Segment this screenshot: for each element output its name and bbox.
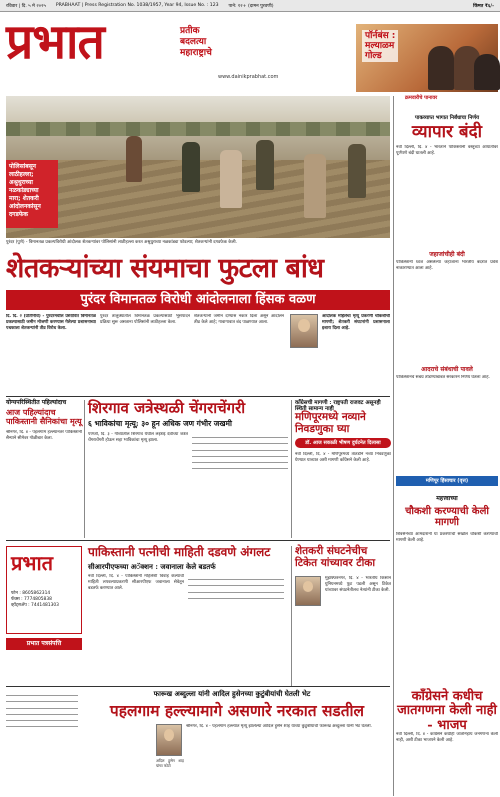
relations-story <box>396 375 498 455</box>
manipur-pill: डॉ. आज सकाळी भीषण दुर्घटनेत दिलासा <box>295 438 391 448</box>
story-text: नवी दिल्ली, दि. ४ - पाकिस्तानी महिलेशी विवाह केल्याची माहिती लपवल्याप्रकरणी सीआरपीएफ जवानाला सेवेतून बडतर्फ करण्यात आले. <box>88 574 184 592</box>
promo-figure <box>474 54 500 90</box>
story-text: नवी दिल्ली, दि. ४ - काँग्रेसने कधीही जातनिहाय जनगणना केली नाही, अशी टीका भाजपने केली आहे. <box>396 732 498 744</box>
story-text: श्रीनगर, दि. ४ - पहलगाम हल्ल्यानंतर पाकिस्तानी सैन्याने सीमेवर गोळीबार केला. <box>6 430 82 442</box>
story-text: नवी दिल्ली, दि. ४ - मणिपूरमध्ये तातडीने नव्या निवडणुका घेण्यात याव्यात अशी मागणी काँग्रेसने केली आहे. <box>295 452 391 464</box>
caption-text: अदिल हुसेन शाह यांचा फोटो <box>156 758 184 768</box>
photo-figure <box>348 144 366 198</box>
pak-headline[interactable]: आज पहिल्यांदाच पाकिस्तानी सैनिकांचा मृत्यू <box>6 407 82 426</box>
promo-title-line: मल्याळम <box>365 41 395 51</box>
tagline <box>180 26 250 59</box>
story-text: मुझफ्फरनगर, दि. ४ - भारतीय किसान युनियनमध्ये फूट पडली असून टिकेत यांच्यावर संघटनेतीलच नेत्यांनी टीका केली. <box>325 576 391 594</box>
photo-caption: पुरंदर (पुणे) - विमानतळ प्रकल्पविरोधी आंदोलक शेतकऱ्यांवर पोलिसांनी लाठीहल्ला करत अश्रुधुराच्या नळकांड्या फोडल्या; शेतकऱ्यांनी दगडफेक केली. <box>6 240 237 245</box>
lead-photo <box>6 96 390 238</box>
trade-story <box>396 145 498 245</box>
tagline-line: प्रतीक <box>180 26 200 36</box>
adil-portrait <box>156 724 182 756</box>
press-registration: PRABHAAT | Press Registration No. 1038/1957, Year 94, Issue No. : 123 <box>55 3 219 8</box>
cr-story-col-2 <box>188 574 284 684</box>
section-divider <box>6 540 390 541</box>
manipur-kicker: काँग्रेसची मागणी : राष्ट्रपती राजवट असूनही स्थिती सामान्य नाही <box>295 400 381 413</box>
cr-headline[interactable]: पाकिस्तानी पत्नीची माहिती दडवणे अंगलट <box>88 545 271 559</box>
promo-title <box>362 30 398 62</box>
ad-fax: फॅक्स : 7774805838 <box>11 597 52 602</box>
callout-line: नळकांड्याच्या <box>9 187 39 194</box>
pahalgam-kicker: फारूख अब्दुल्ला यांनी आदिल हुसेनच्या कुटुंबीयांची घेतली भेट <box>153 690 311 698</box>
section-divider <box>6 396 390 397</box>
callout-line: मारा; शेतकरी <box>9 195 39 202</box>
probe-story <box>396 532 498 632</box>
story-text: शेतकऱ्यांनी जमीन देण्यास नकार दिला असून आंदोलन तीव्र केले आहे; गावागावात बंद पाळण्यात आला. <box>194 314 284 326</box>
lead-subheadline: पुरंदर विमानतळ विरोधी आंदोलनाला हिंसक वळण <box>6 290 390 310</box>
story-text: आंदोलक महिलेचा मृत्यू प्रकरणी चौकशीची मागणी; शेतकरी संघटनांनी प्रशासनाला इशारा दिला आहे. <box>322 314 390 332</box>
cr-subhead: सीआरपीएफच्या अॅक्शन : जवानाला केले बडतर्फ <box>88 562 216 571</box>
stampede-story-col-2 <box>192 432 288 536</box>
ad-title: प्रभात पत्रसंपत्ति <box>6 638 82 650</box>
lead-story-col-2 <box>100 314 190 394</box>
pahalgam-story <box>186 724 386 792</box>
ships-subhead: जहाजांचीही बंदी <box>429 251 465 258</box>
story-text: पाकिस्तानचे संबंध तोडण्याबाबत सरकारने निर्णय घेतला आहे. <box>396 375 490 380</box>
trade-headline[interactable]: व्यापार बंदी <box>411 122 483 142</box>
ad-contact <box>11 591 59 609</box>
stampede-subhead: ६ भाविकांचा मृत्यू; ३० हून अधिक जण गंभीर जखमी <box>88 419 232 428</box>
photo-figure <box>182 142 200 192</box>
probe-headline[interactable]: चौकशी करण्याची केली मागणी <box>405 506 489 528</box>
page-count: पाने: १२+ (दामन पुरवणी) <box>228 3 274 9</box>
promo-figure <box>428 46 454 90</box>
callout-line: दगडफेक <box>9 211 29 218</box>
column-rule <box>84 400 85 538</box>
story-text: दि. दि. २ (प्रतिनिधि) - पुरंदरमधील प्रस्तावित विमानतळ प्रकल्पासाठी जमीन मोजणी करण्यास गेलेल्या प्रशासनाच्या पथकाला शेतकऱ्यांनी तीव्र विरोध केला. <box>6 314 96 332</box>
story-text: पणजी, दि. ३ - गोव्यातील शिरगाव येथील लईराई देवीच्या जत्रेत चेंगराचेंगरी होऊन सहा भाविकांचा मृत्यू झाला. <box>88 432 188 444</box>
photo-figure <box>220 150 242 208</box>
manipur-badge: मणिपूर हिंसाचार (वृत्त) <box>396 476 498 486</box>
lead-headline[interactable]: शेतकऱ्यांच्या संयमाचा फुटला बांध <box>6 253 324 284</box>
newspaper-logo: प्रभात <box>6 14 104 70</box>
lead-story-col-1 <box>6 314 96 394</box>
promo-image[interactable] <box>356 24 498 92</box>
trade-kicker: पाकव्याप्त भागात निर्बंधाचा निर्णय <box>415 115 479 121</box>
promo-caption: क्रमवारीचे पानावर <box>405 95 438 101</box>
protester-portrait <box>290 314 318 348</box>
story-text: नवी दिल्ली, दि. ४ - भारताने पाकिस्तानी वस्तूंच्या आयातीवर पूर्णपणे बंदी घातली आहे. <box>396 145 498 157</box>
story-text: श्रीनगर, दि. ४ - पहलगाम हल्ल्यात मृत्यू झालेल्या आदिल हुसेन शाह यांच्या कुटुंबीयांची फारूख अब्दुल्ला यांनी भेट घेतली. <box>186 724 372 729</box>
relations-subhead: आदराचे संबंधाची पावले <box>421 366 473 373</box>
price: किंमत ₹६/- <box>473 3 494 9</box>
promo-title-line: गोल्ड <box>365 51 382 61</box>
website-url[interactable]: www.dainikprabhat.com <box>218 74 279 80</box>
tagline-line: बदलत्या <box>180 37 207 47</box>
pak-kicker: योग्यपरिस्थितीत पहिल्यांदाच <box>6 399 67 406</box>
classified-ad[interactable] <box>6 546 82 634</box>
story-text: शिवसेनेच्या आमदारांनी या प्रकरणाची सखोल चौकशी करण्याची मागणी केली आहे. <box>396 532 498 544</box>
ad-logo: प्रभात <box>11 551 54 575</box>
story-text: पाकिस्तानी ध्वज असलेल्या जहाजांना भारतीय बंदरात प्रवेश नाकारण्यात आला आहे. <box>396 260 498 272</box>
ad-phone: फोन : 8605862314 <box>11 591 51 596</box>
farmer-story <box>325 576 391 684</box>
pak-story <box>6 430 82 536</box>
photo-figure <box>256 140 274 190</box>
farmer-portrait <box>295 576 321 606</box>
census-headline[interactable]: काँग्रेसने कधीच जातगणना केली नाही - भाजप <box>397 689 497 733</box>
ships-story <box>396 260 498 360</box>
farmer-headline[interactable]: शेतकरी संघटनेचीच टिकेत यांच्यावर टीका <box>295 545 376 569</box>
lead-story-col-3 <box>194 314 284 394</box>
photo-callout-box <box>6 160 58 228</box>
tagline-line: महाराष्ट्राचे <box>180 48 212 58</box>
census-story <box>396 732 498 792</box>
pahalgam-headline[interactable]: पहलगाम हल्ल्यामागे असणारे नरकात सडतील <box>109 701 365 720</box>
portrait-caption <box>156 758 184 792</box>
stampede-headline[interactable]: शिरगाव जत्रेस्थळी चेंगराचेंगरी <box>88 399 246 417</box>
callout-line: लाठीहल्ला; <box>9 171 34 178</box>
manipur-story <box>295 452 391 536</box>
bottom-left-story <box>6 690 78 790</box>
column-rule <box>291 546 292 686</box>
column-rule <box>393 96 394 796</box>
probe-kicker: महत्त्वाच्या <box>436 495 458 502</box>
cr-story <box>88 574 184 684</box>
stampede-story-col-1 <box>88 432 188 536</box>
callout-line: पोलिसांबसून <box>9 163 37 170</box>
lead-story-col-4 <box>322 314 390 394</box>
story-text: पुरंदर तालुक्यातील विमानतळ प्रकल्पासाठी भूसंपादन प्रक्रिया सुरू असताना पोलिसांनी लाठीहल्ला केला. <box>100 314 190 326</box>
photo-figure <box>304 154 326 218</box>
ad-whatsapp: व्हॉट्सॲप : 7441481303 <box>11 603 59 608</box>
promo-title-line: पॉर्नबंस : <box>365 31 396 41</box>
callout-line: आंदोलनकांसून <box>9 203 41 210</box>
manipur-headline[interactable]: मणिपूरमध्ये नव्याने निवडणुका घ्या <box>295 411 366 435</box>
top-info-strip <box>0 0 500 12</box>
column-rule <box>291 400 292 538</box>
callout-line: अश्रुधुराच्या <box>9 179 33 186</box>
photo-figure <box>126 136 142 182</box>
section-divider <box>6 686 390 687</box>
photo-treeline <box>6 122 390 136</box>
issue-date: रविवार | दि. ५ मे २०२५ <box>6 3 46 9</box>
